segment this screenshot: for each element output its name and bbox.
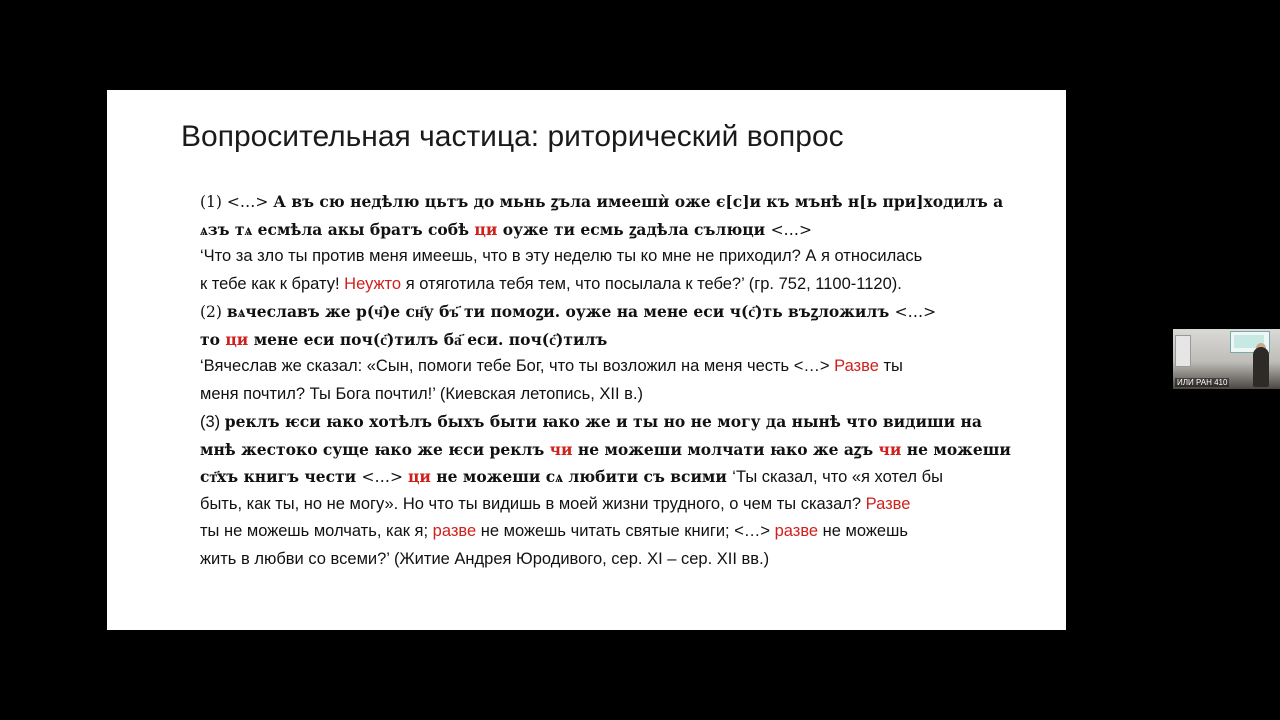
- text-segment: меня почтил? Ты Бога почтил!’ (Киевская летопись, XII в.): [200, 384, 644, 403]
- highlighted-particle: разве: [774, 522, 819, 540]
- slide-text-line: [200, 326, 1000, 354]
- slide-text-line: [200, 243, 1000, 271]
- highlighted-particle: ци: [407, 467, 431, 486]
- highlighted-particle: разве: [432, 522, 477, 540]
- text-segment: <…>: [770, 220, 813, 239]
- slide-text-line: [200, 188, 1004, 216]
- slide-text-line: [200, 353, 1000, 381]
- text-segment: не можеши сѧ любити съ всими: [430, 467, 733, 486]
- slide-body: [200, 188, 1011, 573]
- presentation-slide: [107, 90, 1066, 630]
- text-segment: ты: [878, 357, 903, 375]
- text-segment: быть, как ты, но не могу». Но что ты видишь в моей жизни трудного, о чем ты сказал?: [200, 494, 866, 513]
- text-segment: <…>: [894, 303, 937, 321]
- text-segment: реклъ ѥси ꙗко хотѣлъ быхъ быти ꙗко же и ты но не могу да нынѣ что видиши на: [224, 412, 982, 431]
- text-segment: (2): [200, 303, 227, 321]
- text-segment: (1) <…>: [200, 193, 274, 211]
- highlighted-particle: чи: [549, 439, 573, 459]
- highlighted-particle: ци: [225, 329, 249, 349]
- text-segment: оуже ти есмь ꙁадѣла сълюци: [497, 219, 771, 239]
- participant-video-thumbnail[interactable]: [1173, 329, 1280, 389]
- slide-text-line: [200, 408, 1000, 436]
- highlighted-particle: Разве: [865, 494, 911, 513]
- text-segment: мнѣ жестоко суще ꙗко же ѥси реклъ: [200, 439, 550, 459]
- text-segment: жить в любви со всеми?’ (Житие Андрея Юродивого, сер. XI – сер. XII вв.): [200, 549, 770, 568]
- slide-text-line: [200, 546, 1000, 574]
- text-segment: <…>: [361, 468, 408, 486]
- slide-text-line: [200, 491, 1000, 519]
- highlighted-particle: Неужто: [344, 274, 402, 293]
- text-segment: вѧчеславъ же р(ч҃)е сн҃у бъ҃ ти помоꙁи. оуже на мене еси ч(с҃)ть въꙁложилъ: [226, 302, 895, 321]
- text-segment: ‘Вячеслав же сказал: «Сын, помоги тебе Бог, что ты возложил на меня честь <…>: [200, 357, 835, 375]
- text-segment: ‘Что за зло ты против меня имеешь, что в эту неделю ты ко мне не приходил? А я относилась: [200, 247, 923, 265]
- highlighted-particle: Разве: [834, 357, 879, 375]
- slide-text-line: [200, 216, 1000, 244]
- highlighted-particle: ци: [474, 219, 498, 239]
- text-segment: не можеши: [901, 439, 1011, 459]
- text-segment: ст҃хъ книгъ чести: [200, 467, 362, 486]
- slide-text-line: [200, 298, 1000, 326]
- slide-text-line: [200, 271, 1000, 299]
- text-segment: не можешь читать святые книги; <…>: [476, 522, 775, 540]
- text-segment: ‘Ты сказал, что «я хотел бы: [732, 468, 943, 486]
- video-person: [1253, 347, 1269, 387]
- text-segment: ты не можешь молчать, как я;: [200, 522, 433, 540]
- video-door: [1175, 335, 1191, 367]
- text-segment: (3): [200, 413, 225, 431]
- slide-title: Вопросительная частица: риторический вопрос: [181, 120, 844, 153]
- text-segment: к тебе как к брату!: [200, 274, 345, 293]
- slide-text-line: [200, 463, 1000, 491]
- text-segment: я отяготила тебя тем, что посылала к тебе?’ (гр. 752, 1100-1120).: [401, 274, 902, 293]
- highlighted-particle: чи: [878, 439, 902, 459]
- text-segment: не можешь: [818, 522, 908, 540]
- text-segment: ѧзъ тѧ есмѣла акы братъ собѣ: [200, 219, 475, 239]
- participant-name-label: ИЛИ РАН 410: [1177, 378, 1228, 387]
- slide-text-line: [200, 381, 1000, 409]
- slide-text-line: [200, 518, 1000, 546]
- slide-text-line: [200, 436, 1011, 464]
- text-segment: мене еси поч(с҃)тилъ ба҃ еси. поч(с҃)тилъ: [248, 329, 608, 349]
- text-segment: А въ сю недѣлю цьтъ до мьнь ꙁъла имеешѝ оже є[с]и къ мънѣ н[ь при]ходилъ а: [273, 192, 1004, 211]
- text-segment: то: [200, 329, 226, 349]
- text-segment: не можеши молчати ꙗко же аꙁъ: [572, 439, 879, 459]
